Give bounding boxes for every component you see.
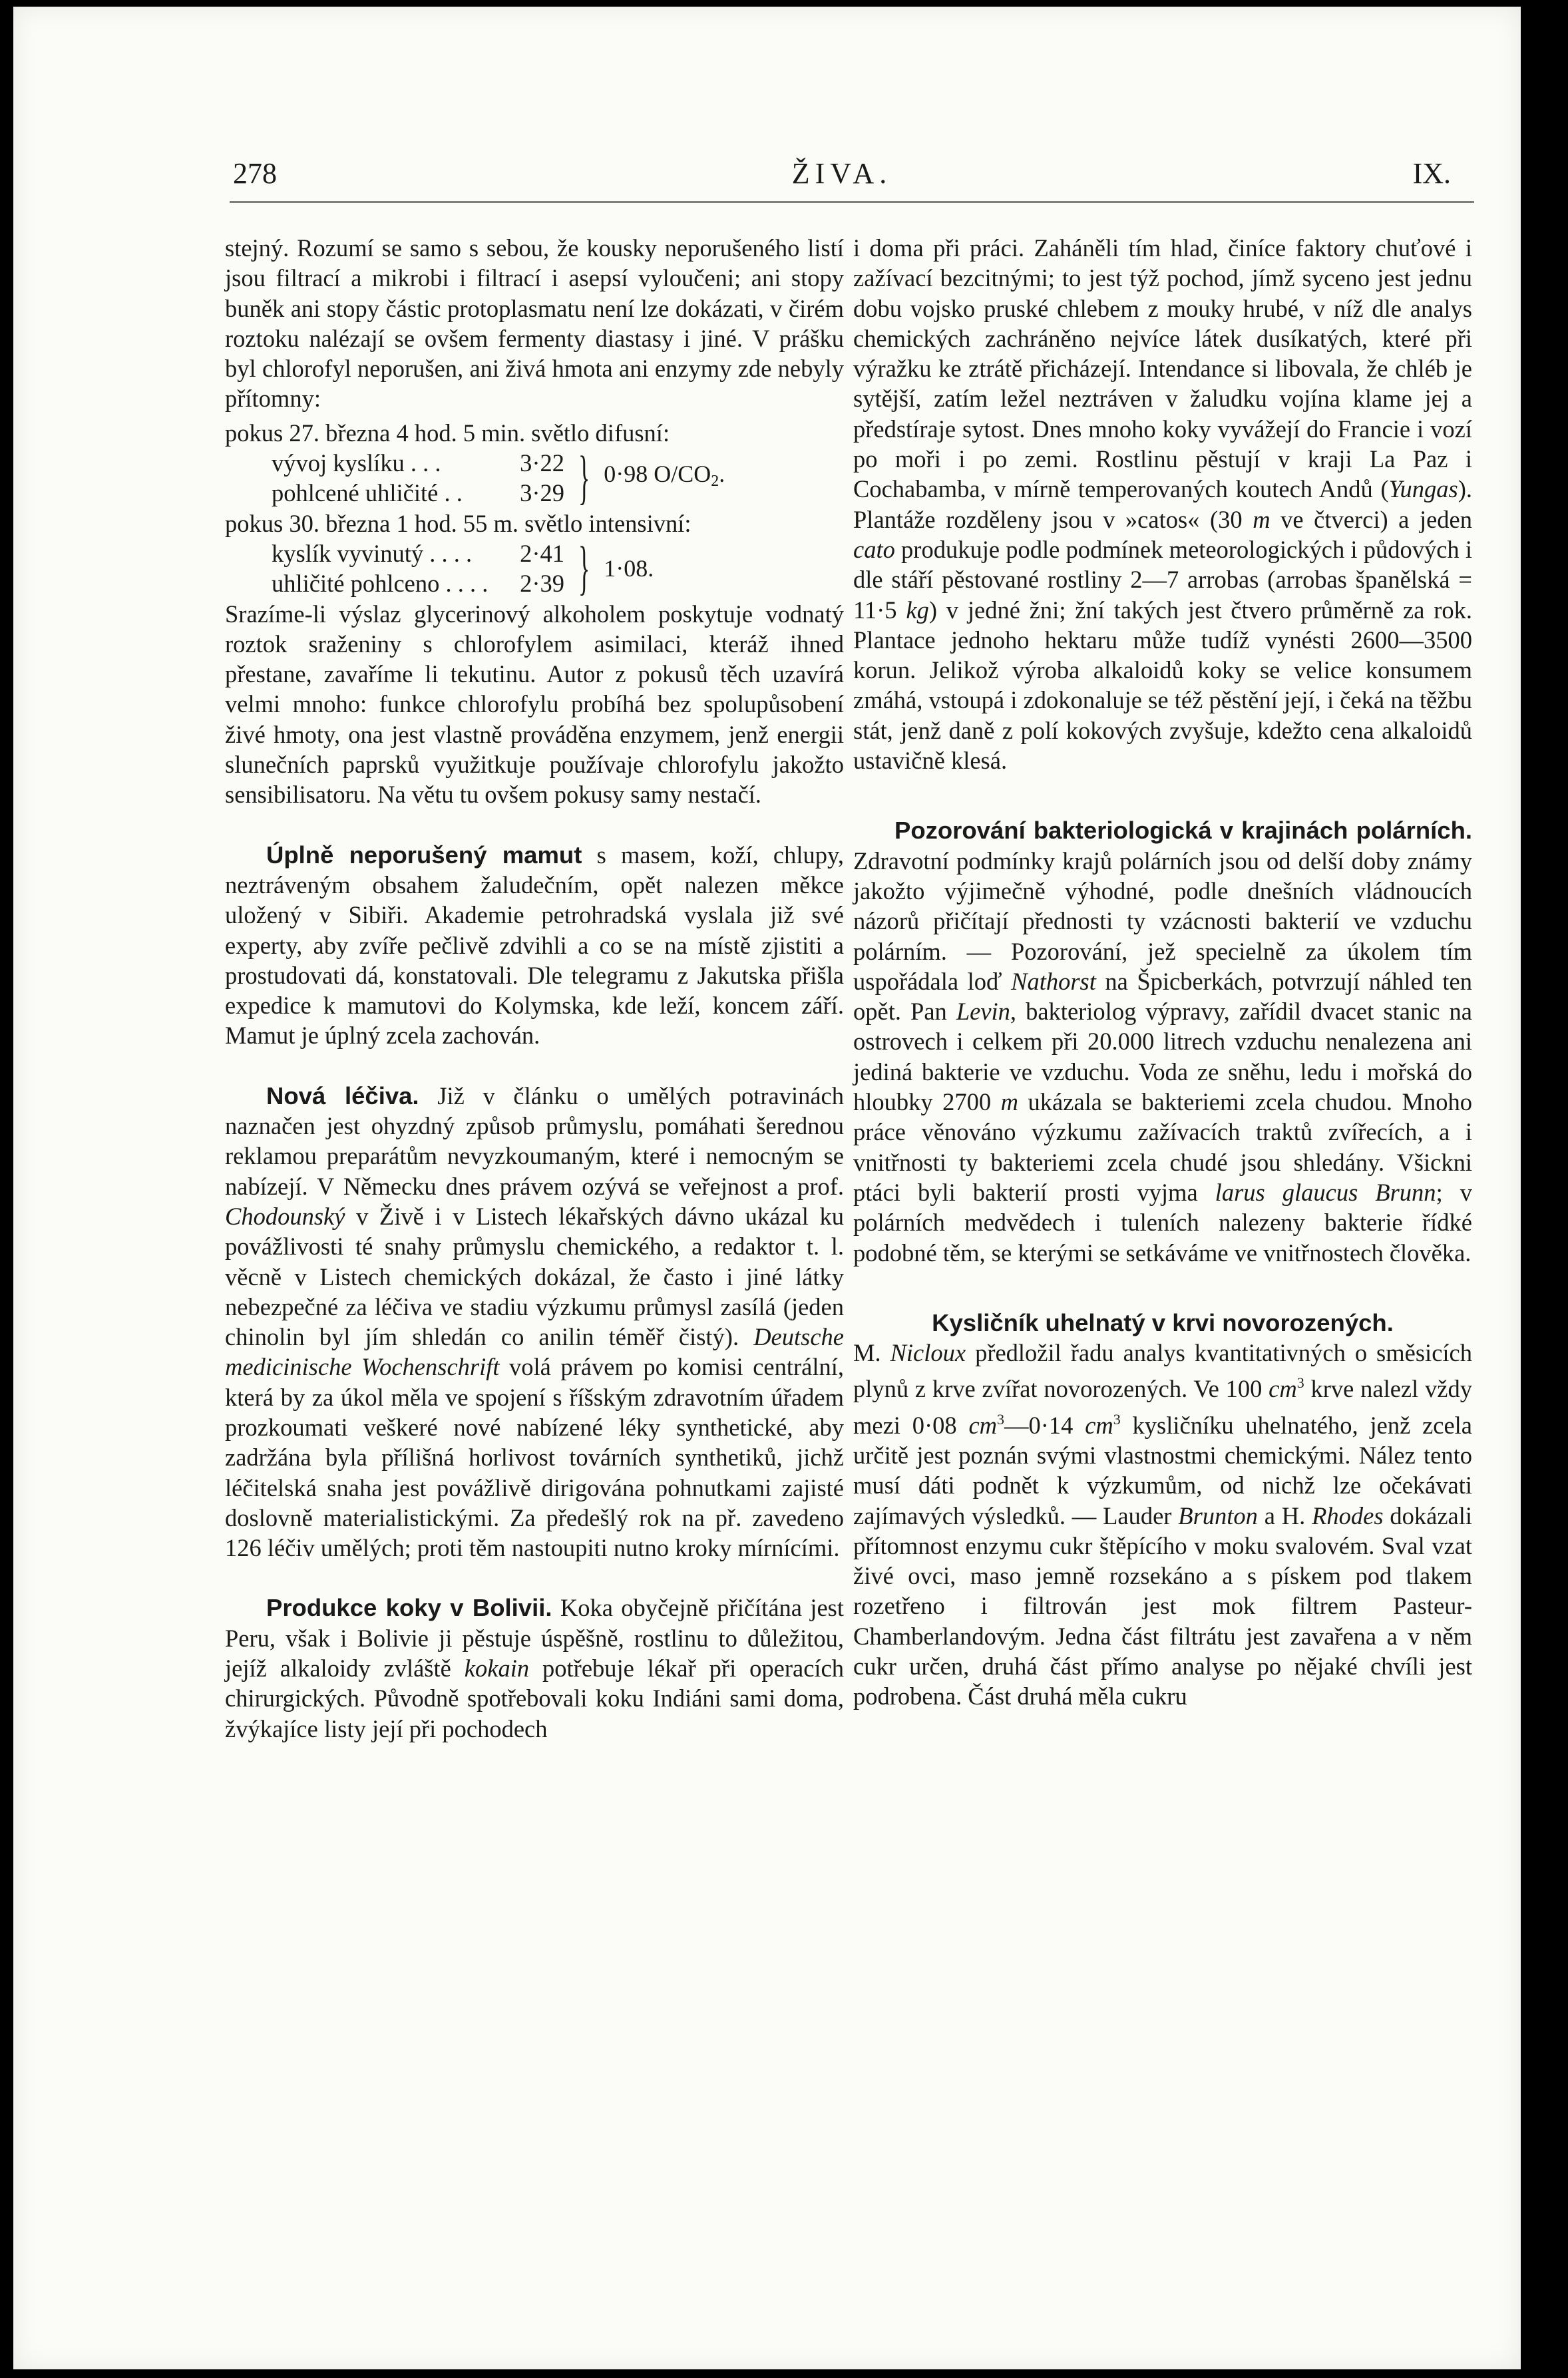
exp2-row2-label: uhličité pohlceno . . . . xyxy=(272,570,489,598)
exp1-row2-label: pohlcené uhličité . . xyxy=(272,479,463,507)
exp2-result: 1·08. xyxy=(604,554,654,582)
exp2-row1-label: kyslík vyvinutý . . . . xyxy=(272,539,473,567)
page-number: 278 xyxy=(233,157,277,190)
article-koka: Produkce koky v Bolivii. Koka obyčejně přičítána jest Peru, však i Bolivie ji pěstuje úspěšně, rostlinu to důležitou, jejíž alkaloidy zvláště kokain potřebuje lékař při operacích chirurgických. Původně spotřebovali koku Indiáni sami doma, žvýkajíce listy její při pochodech xyxy=(225,1594,845,1742)
exp2-row2-value: 2·39 xyxy=(520,570,564,598)
journal-title: ŽIVA. xyxy=(791,157,892,190)
running-header xyxy=(233,156,1451,196)
exp1-row2-value: 3·29 xyxy=(520,479,564,507)
article-mamut-title: Úplně neporušený mamut xyxy=(266,841,582,869)
right-column xyxy=(853,233,1472,1712)
brace: } xyxy=(578,445,590,511)
left-column xyxy=(225,233,844,1744)
article-leciva-title: Nová léčiva. xyxy=(266,1082,419,1109)
experiment-1-table xyxy=(272,445,844,511)
article-bakterie: Pozorování bakteriologická v krajinách polárních. Zdravotní podmínky krajů polárních jsou od delší doby známy jakožto výjimečně výhodné, podle dnešních vládnoucích názorů přičítají přednosti ty vzácnosti bakterií ve vzduchu polárním. — Pozorování, jež specielně za úkolem tím uspořádala loď Nathorst na Špicberkách, potvrzují náhled ten opět. Pan Levin, bakteriolog výpravy, zařídil dvacet stanic na ostrovech i celkem při 20.000 litrech vzduchu nenalezena ani jediná bakterie ve vzduchu. Voda ze sněhu, ledu i mořská do hloubky 2700 m ukázala se bakteriemi zcela chudou. Mnoho práce věnováno výzkumu zažívacích traktů zvířecích, a i vnitřnosti ty bakteriemi zcela chudé jsou shledány. Všickni ptáci byli bakterií prosti vyjma larus glaucus Brunn; v polárních medvědech i tuleních nalezeny bakterie řídké podobné těm, se kterými se setkáváme ve vnitřnostech člověka. xyxy=(853,817,1473,1267)
exp1-result: 0·98 $O/CO_2$. xyxy=(604,461,725,491)
article-leciva: Nová léčiva. Již v článku o umělých potravinách naznačen jest ohyzdný způsob průmyslu, pomáhati šerednou reklamou preparátům nevyzkoumaným, které i nemocným se nabízejí. V Německu dnes právem ozývá se veřejnost a prof. Chodounský v Živě i v Listech lékařských dávno ukázal ku povážlivosti té snahy průmyslu chemického, a redaktor t. l. věcně v Listech chemických dokázal, že často i jiné látky nebezpečné za léčiva ve stadiu výzkumu průmysl zasílá (jeden chinolin byl jím shledán co anilin téměř čistý). Deutsche medicinische Wochenschrift volá právem po komisi centrální, která by za úkol měla ve spojení s říšským zdravotním úřadem prozkoumati veškeré nové nabízené léky synthetické, aby zadržána byla přílišná horlivost továrních synthetiků, jichž léčitelská snaha jest povážlivě dirigována pohnutkami zajisté doslovně materialistickými. Za předešlý rok na př. zavedeno 126 léčiv umělých; proti těm nastoupiti nutno kroky mírnícími. xyxy=(225,1082,844,1562)
article-koka-continued: i doma při práci. Zaháněli tím hlad, činíce faktory chuťové i zažívací bezcitnými; to jest týž pochod, jímž syceno jest jednu dobu vojsko pruské chlebem z mouky hrubé, v níž dle analys chemických zachráněno nejvíce látek dusíkatých, které při výražku ke ztrátě přicházejí. Intendance si libovala, že chléb je sytější, zatím ležel neztráven v žaludku vojína klame jej a předstíraje sytost. Dnes mnoho koky vyvážejí do Francie i vozí po moři i po zemi. Rostlinu pěstují v kraji La Paz i Cochabamba, v mírně temperovaných koutech Andů (Yungas). Plantáže rozděleny jsou v »catos« (30 m ve čtverci) a jeden cato produkuje podle podmínek meteorologických i půdových i dle stáří pěstované rostliny 2—7 arrobas (arrobas španělská = 11·5 kg) v jedné žni; žní takých jest čtvero průměrně za rok. Plantace jednoho hektaru může tudíž vynésti 2600—3500 korun. Jelikož výroba alkaloidů koky se velice konsumem zmáhá, vstoupá i zdokonaluje se též pěstění její, i čeká na těžbu stát, jenž daně z polí kokových zvyšuje, kdežto cena alkaloidů ustavičně klesá. xyxy=(853,234,1473,775)
article-koka-title: Produkce koky v Bolivii. xyxy=(266,1594,552,1622)
paragraph-glycerin: Srazíme-li výslaz glycerinový alkoholem poskytuje vodnatý roztok sraženiny s chlorofylem asimilaci, kteráž ihned přestane, zavaříme li tekutinu. Autor z pokusů těch uzavírá velmi mnoho: funkce chlorofylu probíhá bez spolupůsobení živé hmoty, ona jest vlastně prováděna enzymem, jenž energii slunečních paprsků využitkuje používaje chlorofylu jakožto sensibilisatoru. Na větu tu ovšem pokusy samy nestačí. xyxy=(225,600,844,809)
exp2-row1-value: 2·41 xyxy=(520,539,564,567)
experiment-1-heading: pokus 27. března 4 hod. 5 min. světlo difusní: xyxy=(225,419,670,447)
article-kyslicnik-title-line xyxy=(853,1308,1472,1338)
header-rule xyxy=(230,201,1474,203)
page xyxy=(13,7,1521,2369)
volume-number: IX. xyxy=(1412,157,1451,190)
brace: } xyxy=(578,535,590,602)
experiment-2-heading: pokus 30. března 1 hod. 55 m. světlo intensivní: xyxy=(225,509,691,537)
article-mamut: Úplně neporušený mamut s masem, koží, chlupy, neztráveným obsahem žaludečním, opět nalezen měkce uložený v Sibiři. Akademie petrohradská vyslala již své experty, aby zvíře pečlivě zdvihli a co se na místě zjistiti a prostudovati dá, konstatovali. Dle telegramu z Jakutska přišla expedice k mamutovi do Kolymska, kde leží, koncem září. Mamut je úplný zcela zachován. xyxy=(225,841,845,1050)
exp1-row1-value: 3·22 xyxy=(520,449,564,477)
exp1-row1-label: vývoj kyslíku . . . xyxy=(272,449,441,477)
article-bakterie-title: Pozorování bakteriologická v krajinách polárních. xyxy=(894,817,1472,845)
article-kyslicnik: M. Nicloux předložil řadu analys kvantitativných o směsicích plynů z krve zvířat novorozených. Ve 100 $cm^3$ krve nalezl vždy mezi 0·08 $cm^3—0\cdot 14$ $cm^3$ kysličníku uhelnatého, jenž zcela určitě jest poznán svými vlastnostmi chemickými. Nález tento musí dáti podnět k výzkumům, od nichž lze očekávati zajímavých výsledků. — Lauder Brunton a H. Rhodes dokázali přítomnost enzymu cukr štěpícího v moku svalovém. Sval vzat živé ovci, maso jemně rozsekáno a s pískem pod tlakem rozetřeno i filtrován jest mok filtrem Pasteur-Chamberlandovým. Jedna část filtrátu jest zavařena a v něm cukr určen, druhá část přímo analyse po nějaké chvíli jest podrobena. Část druhá měla cukru xyxy=(853,1339,1473,1710)
paragraph-chlorofyl: stejný. Rozumí se samo s sebou, že kousky neporušeného listí jsou filtrací a mikrobi i filtrací i asepsí vyloučeni; ani stopy buněk ani stopy částic protoplasmatu není lze dokázati, v čirém roztoku nalézají se ovšem fermenty diastasy i jiné. V prášku byl chlorofyl neporušen, ani živá hmota ani enzymy zde nebyly přítomny: xyxy=(225,234,844,413)
experiment-2-table xyxy=(272,535,844,602)
article-kyslicnik-title: Kysličník uhelnatý v krvi novorozených. xyxy=(932,1308,1394,1336)
